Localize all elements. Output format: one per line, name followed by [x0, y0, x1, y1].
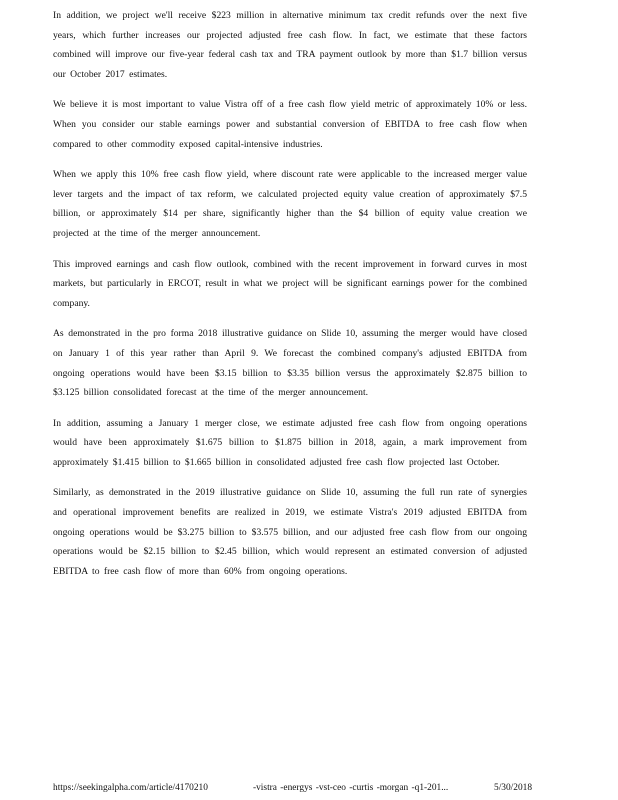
paragraph-equity-value-creation: When we apply this 10% free cash flow yield, where discount rate were applicable to the increased merger value lever targets and the impact of tax reform, we calculated projected equity value creation of approximately $7.5 billion, or approximately $14 per share, significantly higher than the $4 billion of equity value creation we projected at the time of the merger announcement. — [53, 169, 527, 239]
paragraph-earnings-outlook: This improved earnings and cash flow outlook, combined with the recent improvement in forward curves in most markets, but particularly in ERCOT, result in what we project will be significant earnings power for the combined company. — [53, 258, 527, 309]
page-footer — [53, 780, 543, 796]
paragraph-2018-ebitda-guidance: As demonstrated in the pro forma 2018 illustrative guidance on Slide 10, assuming the merger would have closed on January 1 of this year rather than April 9. We forecast the combined company's adjusted EBITDA from ongoing operations would have been $3.15 billion to $3.35 billion versus the approximately $2.875 billion to $3.125 billion consolidated forecast at the time of the merger announcement. — [53, 328, 527, 399]
footer-url: https://seekingalpha.com/article/4170210 — [53, 783, 208, 793]
footer-article-slug: -vistra -energys -vst-ceo -curtis -morgan -q1-201... — [253, 783, 449, 793]
paragraph-2019-guidance: Similarly, as demonstrated in the 2019 illustrative guidance on Slide 10, assuming the full run rate of synergies and operational improvement benefits are realized in 2019, we estimate Vistra's 2019 adjusted EBITDA from ongoing operations would be $3.275 billion to $3.575 billion, and our adjusted free cash flow from our ongoing operations would be $2.15 billion to $2.45 billion, which would represent an estimated conversion of adjusted EBITDA to free cash flow of more than 60% from ongoing operations. — [53, 487, 527, 577]
article-body — [53, 6, 527, 592]
paragraph-free-cash-flow-yield: We believe it is most important to value Vistra off of a free cash flow yield metric of approximately 10% or less. When you consider our stable earnings power and substantial conversion of EBITDA to free cash flow when compared to other commodity exposed capital-intensive industries. — [53, 99, 527, 150]
paragraph-2018-free-cash-flow: In addition, assuming a January 1 merger close, we estimate adjusted free cash flow from ongoing operations would have been approximately $1.675 billion to $1.875 billion in 2018, again, a mark improvement from approximately $1.415 billion to $1.665 billion in consolidated adjusted free cash flow projected last October. — [53, 417, 527, 468]
footer-date: 5/30/2018 — [494, 783, 533, 793]
paragraph-amt-refunds: In addition, we project we'll receive $223 million in alternative minimum tax credit refunds over the next five years, which further increases our projected adjusted free cash flow. In fact, we estimate that these factors combined will improve our five-year federal cash tax and TRA payment outlook by more than $1.7 billion versus our October 2017 estimates. — [53, 10, 527, 80]
